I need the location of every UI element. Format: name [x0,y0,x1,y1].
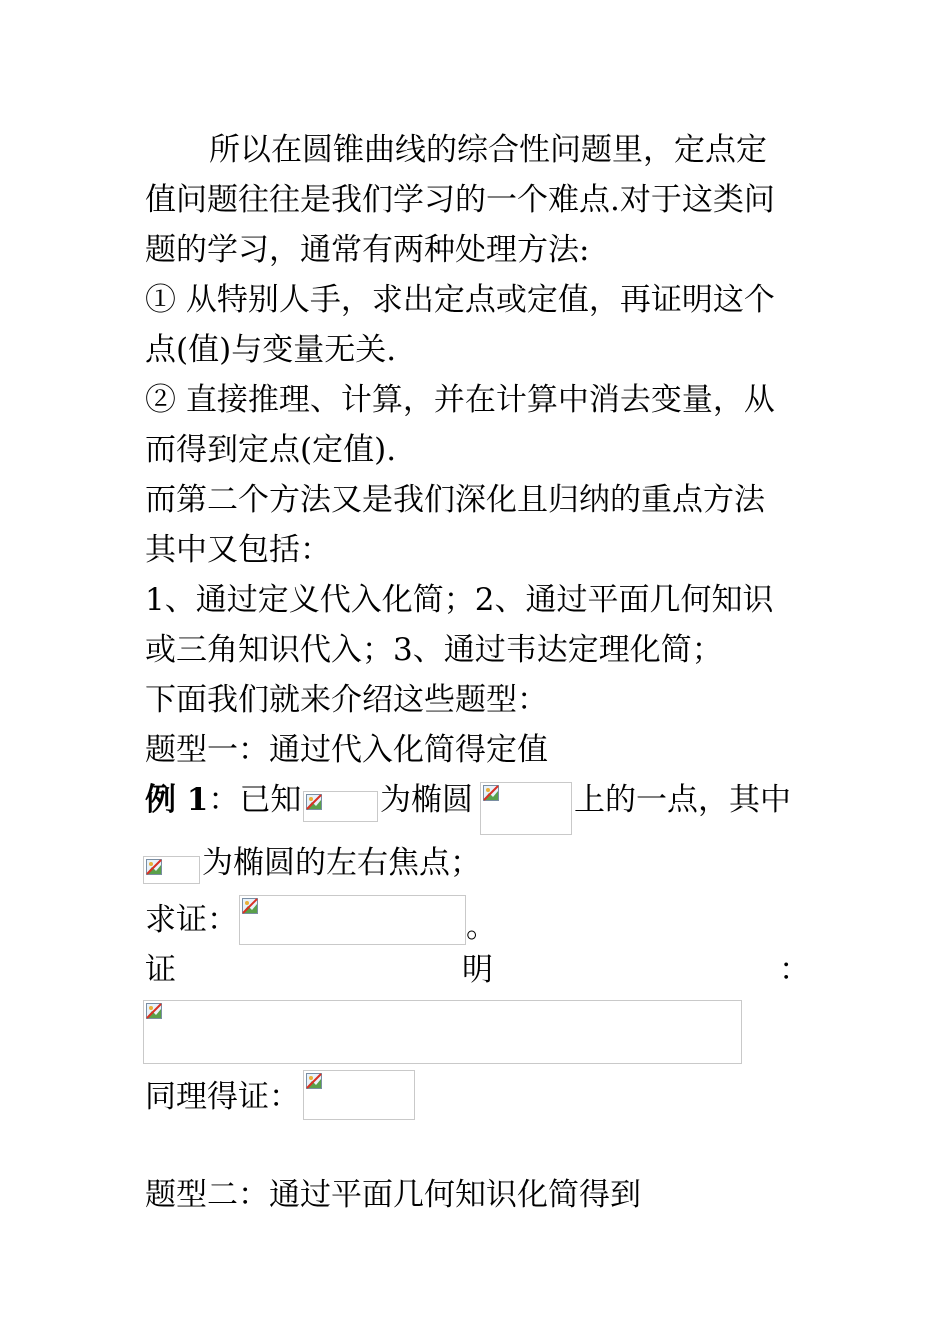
broken-image-icon [306,794,322,810]
type-one-heading: 题型一：通过代入化简得定值 [145,732,548,768]
paragraph-line: 1、通过定义代入化简；2、通过平面几何知识 [145,582,774,618]
proof-char: 明 [462,952,493,988]
point-text: 上的一点，其中 [574,782,791,818]
method-one-line: 点(值)与变量无关. [145,332,397,368]
formula-image [480,782,572,835]
proof-char: 证 [145,952,176,988]
broken-image-icon [306,1073,322,1089]
broken-image-icon [483,785,499,801]
proof-colon: ： [779,952,810,988]
method-one-line: ① 从特别人手，求出定点或定值，再证明这个 [145,282,775,318]
paragraph-line: 题的学习，通常有两种处理方法: [145,232,590,268]
on-ellipse-text: 为椭圆 [380,782,473,818]
paragraph-line: 所以在圆锥曲线的综合性问题里，定点定 [209,132,767,168]
formula-image [239,895,466,945]
paragraph-line: 值问题往往是我们学习的一个难点.对于这类问 [145,182,775,218]
paragraph-line: 而第二个方法又是我们深化且归纳的重点方法 [145,482,765,518]
type-two-heading: 题型二：通过平面几何知识化简得到 [145,1177,641,1213]
prove-label: 求证： [145,902,238,938]
formula-image [143,856,200,884]
formula-image [303,791,378,822]
method-two-line: ② 直接推理、计算，并在计算中消去变量，从 [145,382,775,418]
broken-image-icon [146,859,162,875]
similarly-label: 同理得证： [145,1079,300,1115]
broken-image-icon [146,1003,162,1019]
foci-text: 为椭圆的左右焦点； [202,845,481,881]
known-text: 已知 [239,782,302,818]
example-colon: ： [208,782,240,818]
formula-image [303,1070,415,1120]
example-label: 例 1 [145,782,209,818]
proof-formula-image [143,1000,742,1064]
paragraph-line: 或三角知识代入；3、通过韦达定理化简； [145,632,723,668]
broken-image-icon [242,898,258,914]
period-mark: 。 [466,909,497,945]
proof-heading [145,945,810,995]
method-two-line: 而得到定点(定值). [145,432,397,468]
paragraph-line: 下面我们就来介绍这些题型： [145,682,548,718]
paragraph-line: 其中又包括： [145,532,331,568]
